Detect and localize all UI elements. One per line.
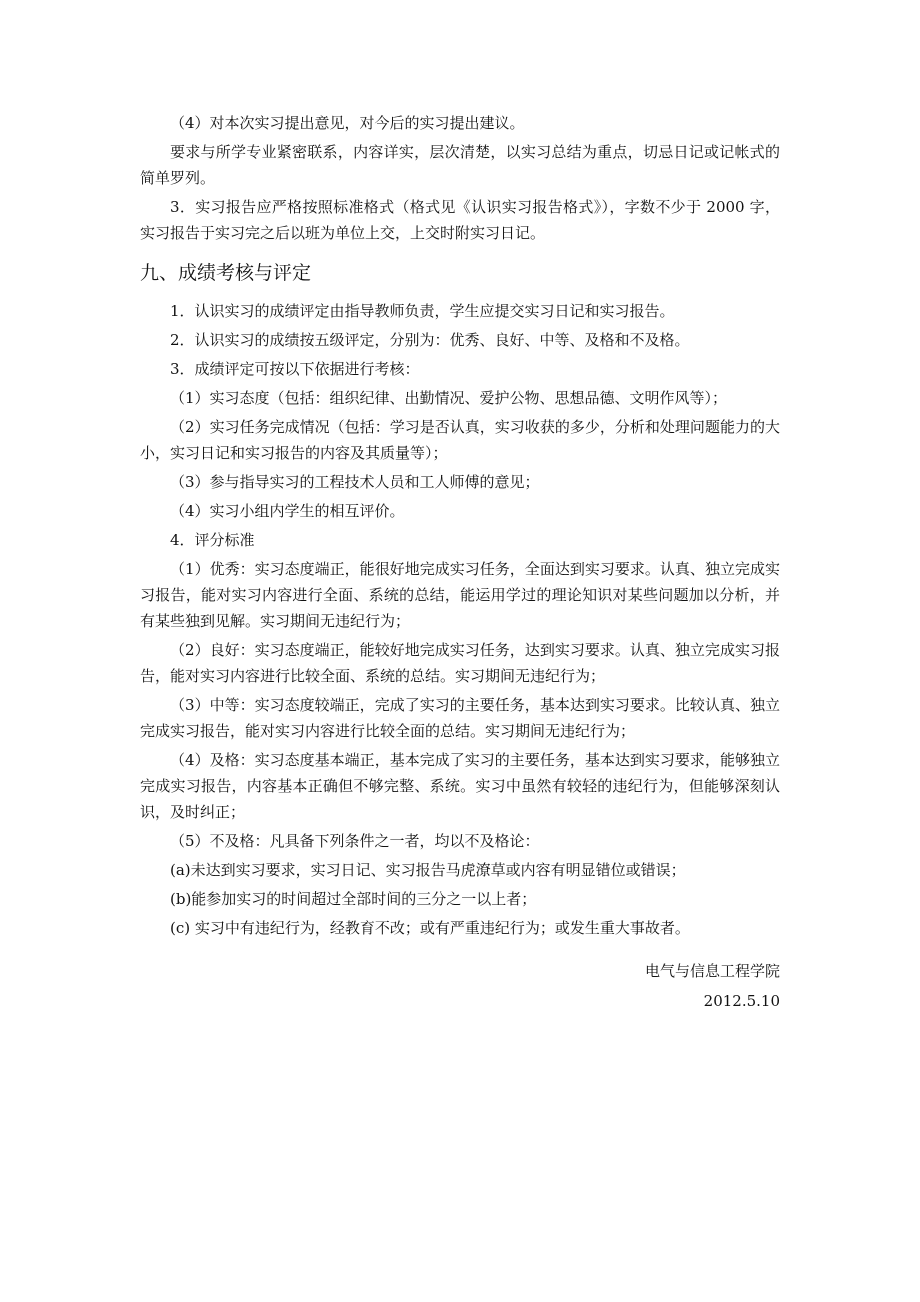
- paragraph: 2．认识实习的成绩按五级评定，分别为：优秀、良好、中等、及格和不及格。: [170, 331, 690, 349]
- paragraph: 3．实习报告应严格按照标准格式（格式见《认识实习报告格式》），字数不少于 2000 字，实习报告于实习完之后以班为单位上交，上交时附实习日记。: [140, 198, 780, 242]
- paragraph: （4）对本次实习提出意见，对今后的实习提出建议。: [170, 114, 525, 132]
- signature-date: 2012.5.10: [703, 992, 780, 1010]
- paragraph: (c) 实习中有违纪行为，经教育不改；或有严重违纪行为；或发生重大事故者。: [170, 919, 690, 937]
- paragraph: 要求与所学专业紧密联系，内容详实，层次清楚，以实习总结为重点，切忌日记或记帐式的简单罗列。: [140, 143, 780, 187]
- paragraph: 4．评分标准: [170, 531, 255, 549]
- paragraph: （4）实习小组内学生的相互评价。: [170, 502, 405, 520]
- paragraph: 1．认识实习的成绩评定由指导教师负责，学生应提交实习日记和实习报告。: [170, 302, 675, 320]
- paragraph: （5）不及格：凡具备下列条件之一者，均以不及格论：: [170, 832, 540, 850]
- paragraph: （1）实习态度（包括：组织纪律、出勤情况、爱护公物、思想品德、文明作风等）；: [170, 389, 728, 407]
- section-heading: 九、成绩考核与评定: [140, 262, 312, 284]
- paragraph: （3）参与指导实习的工程技术人员和工人师傅的意见；: [170, 473, 540, 491]
- paragraph: （3）中等：实习态度较端正，完成了实习的主要任务，基本达到实习要求。比较认真、独立完成实习报告，能对实习内容进行比较全面的总结。实习期间无违纪行为；: [140, 696, 780, 740]
- paragraph: （1）优秀：实习态度端正，能很好地完成实习任务，全面达到实习要求。认真、独立完成实习报告，能对实习内容进行全面、系统的总结，能运用学过的理论知识对某些问题加以分析，并有某些独到见解。实习期间无违纪行为；: [140, 560, 780, 630]
- paragraph: 3．成绩评定可按以下依据进行考核：: [170, 360, 420, 378]
- paragraph: （2）良好：实习态度端正，能较好地完成实习任务，达到实习要求。认真、独立完成实习报告，能对实习内容进行比较全面、系统的总结。实习期间无违纪行为；: [140, 641, 780, 685]
- document-body: [140, 110, 780, 944]
- paragraph: (b)能参加实习的时间超过全部时间的三分之一以上者；: [170, 890, 537, 908]
- signature-organization: 电气与信息工程学院: [644, 962, 780, 980]
- paragraph: （4）及格：实习态度基本端正，基本完成了实习的主要任务，基本达到实习要求，能够独立完成实习报告，内容基本正确但不够完整、系统。实习中虽然有较轻的违纪行为，但能够深刻认识，及时纠正；: [140, 751, 780, 821]
- paragraph: （2）实习任务完成情况（包括：学习是否认真，实习收获的多少，分析和处理问题能力的大小，实习日记和实习报告的内容及其质量等）；: [140, 418, 780, 462]
- paragraph: (a)未达到实习要求，实习日记、实习报告马虎潦草或内容有明显错位或错误；: [170, 861, 686, 879]
